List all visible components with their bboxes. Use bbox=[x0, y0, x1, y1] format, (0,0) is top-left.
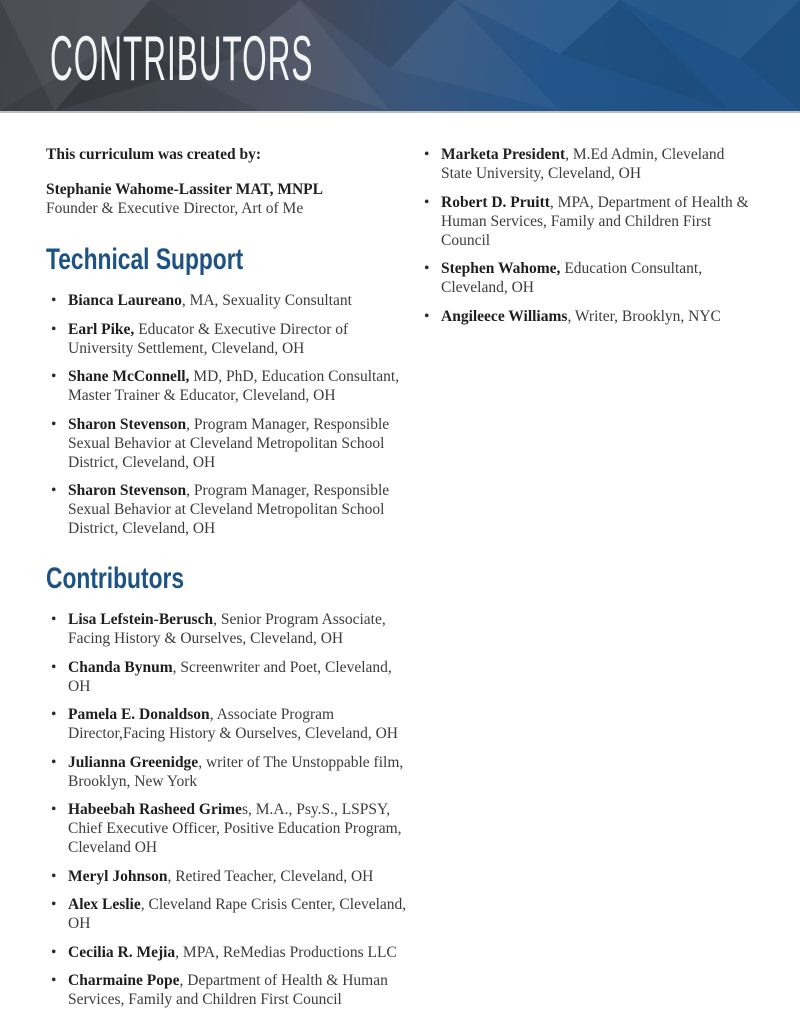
author-block bbox=[46, 180, 408, 218]
contributor-item bbox=[46, 971, 408, 1009]
contributor-item bbox=[419, 145, 755, 183]
contributor-item bbox=[46, 367, 408, 405]
contributor-item bbox=[46, 610, 408, 648]
contributor-item bbox=[46, 867, 408, 886]
contributor-details: , Associate Program Director,Facing History & Ourselves, Cleveland, OH bbox=[68, 706, 398, 742]
contributor-item bbox=[419, 307, 755, 326]
contributor-item bbox=[46, 291, 408, 310]
contributor-details: , Cleveland Rape Crisis Center, Cleveland, OH bbox=[68, 896, 407, 932]
contributors-list-right bbox=[419, 145, 755, 326]
section-heading-technical-support bbox=[46, 245, 408, 275]
contributor-details: , Retired Teacher, Cleveland, OH bbox=[167, 867, 374, 885]
created-by-label: This curriculum was created by: bbox=[46, 146, 261, 163]
contributor-name: Angileece Williams bbox=[441, 307, 568, 325]
contributor-details: Education Consultant, Cleveland, OH bbox=[441, 260, 703, 296]
contributor-name: Stephen Wahome, bbox=[441, 260, 561, 277]
contributor-name: Sharon Stevenson bbox=[68, 482, 187, 499]
page-title: CONTRIBUTORS bbox=[50, 24, 314, 94]
contributor-name: Bianca Laureano bbox=[68, 292, 182, 309]
contributor-details: s, M.A., Psy.S., LSPSY, Chief Executive Officer, Positive Education Program, Cleveland OH bbox=[68, 801, 402, 856]
contributor-details: , M.Ed Admin, Cleveland State University, Cleveland, OH bbox=[441, 146, 725, 182]
contributor-name: Robert D. Pruitt bbox=[441, 193, 550, 211]
contributor-name: Lisa Lefstein-Berusch bbox=[68, 611, 214, 628]
contributor-details: , Program Manager, Responsible Sexual Behavior at Cleveland Metropolitan School District, Cleveland, OH bbox=[68, 482, 390, 537]
contributor-details: , Writer, Brooklyn, NYC bbox=[567, 307, 721, 325]
contributor-details: , MA, Sexuality Consultant bbox=[181, 292, 352, 309]
right-column bbox=[419, 145, 755, 1019]
technical-support-list bbox=[46, 291, 408, 538]
author-name: Stephanie Wahome-Lassiter MAT, MNPL bbox=[46, 181, 323, 198]
page-content bbox=[0, 113, 800, 1019]
contributor-item bbox=[46, 943, 408, 962]
contributor-item bbox=[46, 320, 408, 358]
contributor-details: , Department of Health & Human Services, Family and Children First Council bbox=[68, 972, 388, 1008]
section-heading-contributors bbox=[46, 564, 408, 594]
contributor-details: , MPA, Department of Health & Human Services, Family and Children First Council bbox=[441, 193, 749, 249]
section-heading-contributors-label: Contributors bbox=[46, 562, 185, 595]
contributor-name: Pamela E. Donaldson bbox=[68, 706, 210, 723]
contributor-name: Sharon Stevenson bbox=[68, 415, 187, 433]
contributor-item bbox=[46, 895, 408, 933]
contributor-details: , MPA, ReMedias Productions LLC bbox=[175, 943, 397, 961]
contributor-name: Earl Pike, bbox=[68, 320, 135, 338]
contributor-item bbox=[46, 481, 408, 538]
contributor-details: , Screenwriter and Poet, Cleveland, OH bbox=[68, 658, 392, 695]
contributor-name: Charmaine Pope bbox=[68, 972, 180, 989]
contributor-details: MD, PhD, Education Consultant, Master Trainer & Educator, Cleveland, OH bbox=[68, 368, 400, 404]
section-heading-technical-support-label: Technical Support bbox=[46, 243, 244, 276]
contributors-list-left bbox=[46, 610, 408, 1009]
contributor-details: , Program Manager, Responsible Sexual Behavior at Cleveland Metropolitan School District, Cleveland, OH bbox=[68, 415, 390, 471]
contributor-name: Cecilia R. Mejia bbox=[68, 943, 176, 961]
contributor-name: Meryl Johnson bbox=[68, 867, 168, 885]
contributor-item bbox=[46, 415, 408, 472]
contributor-name: Marketa President bbox=[441, 146, 566, 163]
contributor-name: Julianna Greenidge bbox=[68, 753, 199, 771]
contributor-item bbox=[46, 658, 408, 696]
left-column bbox=[46, 145, 408, 1019]
contributor-name: Shane McConnell, bbox=[68, 368, 190, 385]
contributor-details: , writer of The Unstoppable film, Brooklyn, New York bbox=[68, 753, 404, 790]
contributor-name: Alex Leslie bbox=[68, 896, 141, 913]
contributor-details: , Senior Program Associate, Facing History & Ourselves, Cleveland, OH bbox=[68, 611, 386, 647]
contributor-item bbox=[46, 800, 408, 857]
contributor-item bbox=[46, 753, 408, 791]
author-role: Founder & Executive Director, Art of Me bbox=[46, 200, 304, 217]
contributor-details: Educator & Executive Director of University Settlement, Cleveland, OH bbox=[68, 320, 349, 357]
contributor-item bbox=[419, 193, 755, 250]
contributor-name: Habeebah Rasheed Grime bbox=[68, 801, 242, 818]
contributor-item bbox=[419, 259, 755, 297]
contributor-name: Chanda Bynum bbox=[68, 658, 173, 676]
contributor-item bbox=[46, 705, 408, 743]
page-header-banner bbox=[0, 0, 800, 113]
